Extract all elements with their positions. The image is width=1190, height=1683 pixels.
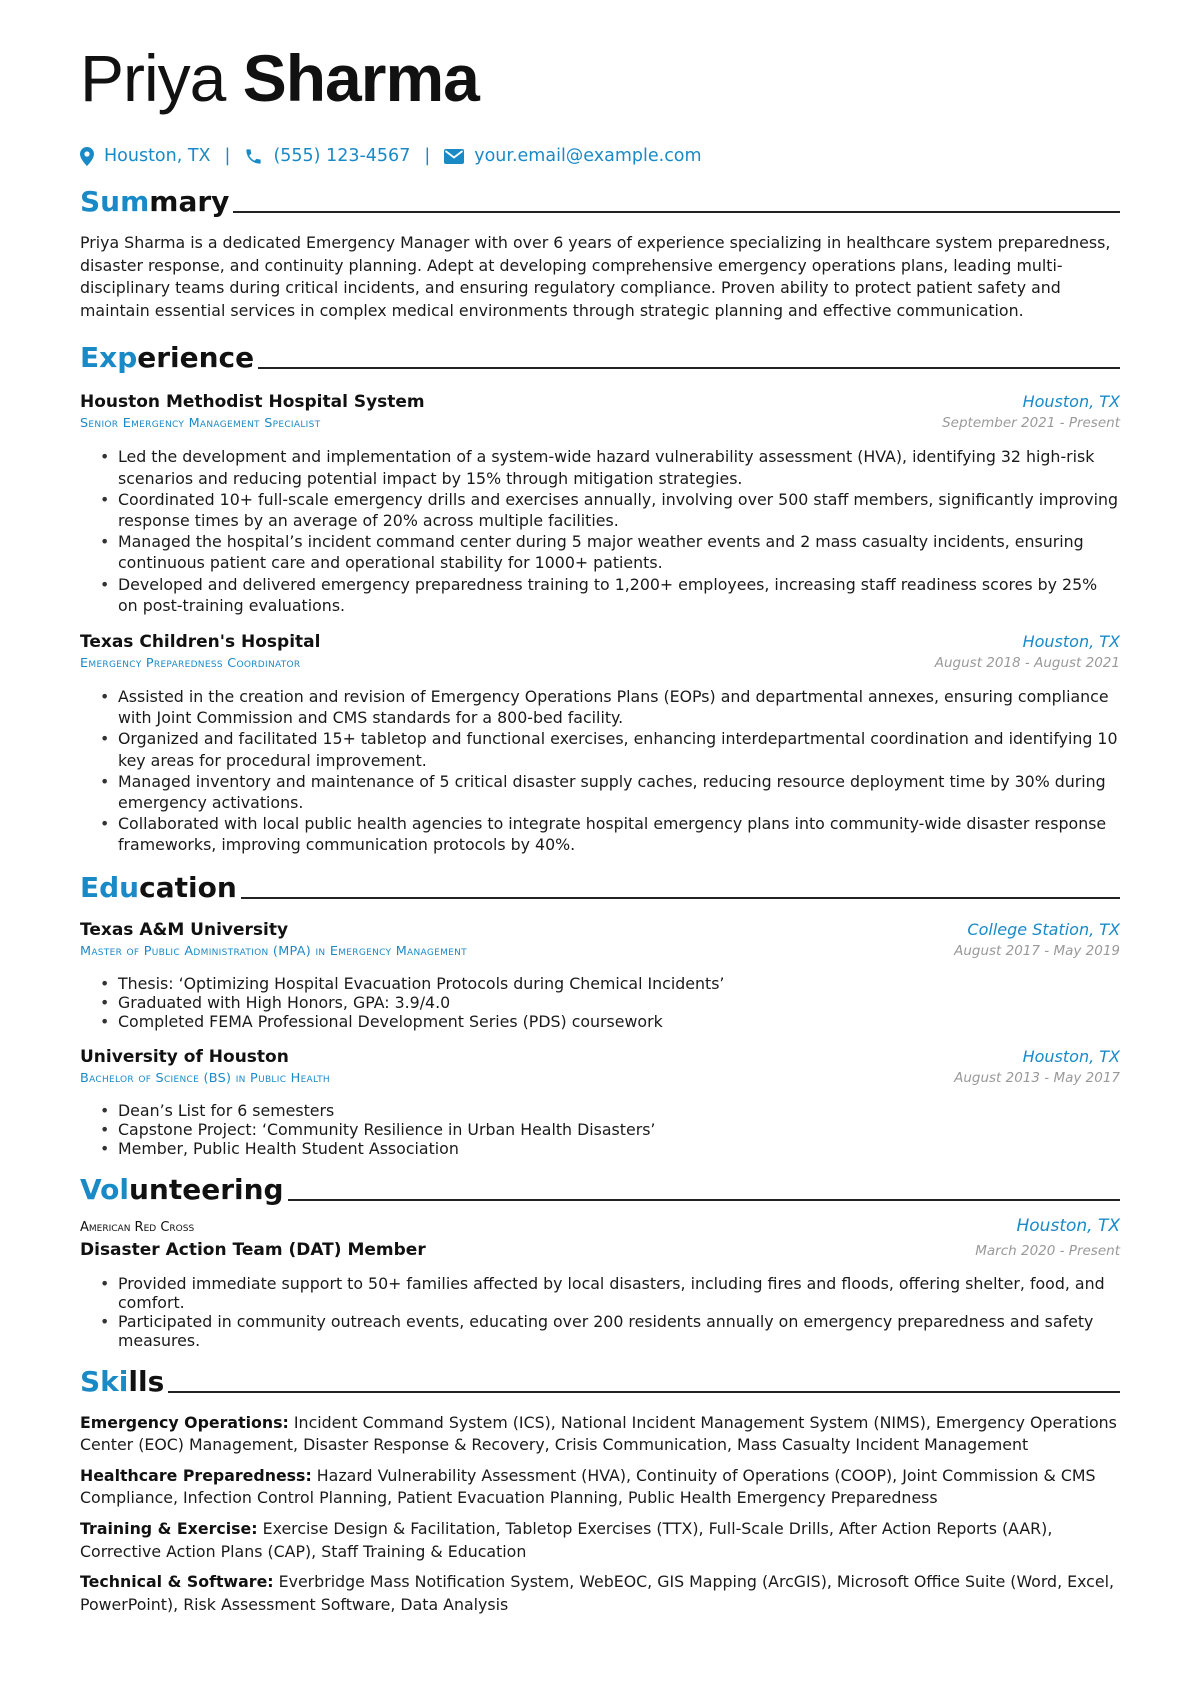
skill-group xyxy=(80,1518,1120,1563)
school-location: College Station, TX xyxy=(967,919,1120,939)
school-name: University of Houston xyxy=(80,1046,289,1067)
section-rule xyxy=(233,211,1120,213)
section-rule xyxy=(288,1199,1120,1201)
experience-entry xyxy=(80,390,1120,616)
experience-entry xyxy=(80,630,1120,856)
list-item: • Participated in community outreach events, educating over 200 residents annually on emergency preparedness and safety measures. xyxy=(118,1312,1120,1350)
job-dates: August 2018 - August 2021 xyxy=(934,655,1120,671)
volunteer-location: Houston, TX xyxy=(1016,1215,1120,1236)
bullet-list xyxy=(80,686,1120,856)
skill-group-text: Incident Command System (ICS), National Incident Management System (NIMS), Emergency Operations Center (EOC) Management, Disaster Response & Recovery, Crisis Communication, Mass Casualty Incident Management xyxy=(80,1412,1117,1455)
skills-heading xyxy=(80,1358,1120,1398)
section-title: Experience xyxy=(80,341,255,375)
skill-group xyxy=(80,1412,1120,1457)
study-dates: August 2013 - May 2017 xyxy=(954,1069,1120,1086)
job-title: Emergency Preparedness Coordinator xyxy=(80,656,301,671)
skill-group-label: Emergency Operations: xyxy=(80,1412,289,1432)
skill-group-text: Everbridge Mass Notification System, WebEOC, GIS Mapping (ArcGIS), Microsoft Office Suite (Word, Excel, PowerPoint), Risk Assessment Software, Data Analysis xyxy=(80,1572,1114,1614)
list-item: • Thesis: ‘Optimizing Hospital Evacuation Protocols during Chemical Incidents’ xyxy=(118,974,1120,993)
list-item: • Assisted in the creation and revision of Emergency Operations Plans (EOPs) and departmental annexes, ensuring compliance with Joint Commission and CMS standards for a 800-bed facility. xyxy=(118,686,1120,728)
list-item: • Graduated with High Honors, GPA: 3.9/4.0 xyxy=(118,993,1120,1012)
skill-group xyxy=(80,1571,1120,1616)
list-item: • Provided immediate support to 50+ families affected by local disasters, including fires and floods, offering shelter, food, and comfort. xyxy=(118,1274,1120,1312)
volunteer-role: Disaster Action Team (DAT) Member xyxy=(80,1239,426,1260)
list-item: • Managed inventory and maintenance of 5 critical disaster supply caches, reducing resource deployment time by 30% during emergency activations. xyxy=(118,771,1120,813)
volunteering-entry xyxy=(80,1216,1120,1350)
list-item: • Capstone Project: ‘Community Resilience in Urban Health Disasters’ xyxy=(118,1120,1120,1139)
skill-group-label: Training & Exercise: xyxy=(80,1519,258,1538)
candidate-name xyxy=(80,40,1120,116)
list-item: • Developed and delivered emergency preparedness training to 1,200+ employees, increasing staff readiness scores by 25% on post-training evaluations. xyxy=(118,574,1120,616)
employer-name: Houston Methodist Hospital System xyxy=(80,392,425,413)
email-link: your.email@example.com xyxy=(474,146,702,166)
contact-email[interactable] xyxy=(444,146,701,166)
map-pin-icon xyxy=(80,147,94,166)
bullet-list xyxy=(80,446,1120,616)
skill-group xyxy=(80,1465,1120,1510)
list-item: • Dean’s List for 6 semesters xyxy=(118,1101,1120,1120)
school-name: Texas A&M University xyxy=(80,919,289,940)
location-text: Houston, TX xyxy=(104,146,211,166)
last-name: Sharma xyxy=(242,41,479,115)
job-location: Houston, TX xyxy=(1022,632,1120,651)
summary-heading xyxy=(80,178,1120,218)
section-title: Skills xyxy=(80,1364,165,1398)
list-item: • Led the development and implementation of a system-wide hazard vulnerability assessment (HVA), identifying 32 high-risk scenarios and reducing potential impact by 15% through mitigation strategies. xyxy=(118,446,1120,488)
skill-group-text: Hazard Vulnerability Assessment (HVA), Continuity of Operations (COOP), Joint Commission & CMS Compliance, Infection Control Planning, Patient Evacuation Planning, Public Health Emergency Preparedness xyxy=(80,1465,1096,1508)
envelope-icon xyxy=(444,149,464,164)
degree-title: Bachelor of Science (BS) in Public Health xyxy=(80,1070,330,1086)
section-title: Volunteering xyxy=(80,1172,284,1206)
job-title: Senior Emergency Management Specialist xyxy=(80,416,321,432)
degree-title: Master of Public Administration (MPA) in Emergency Management xyxy=(80,943,467,959)
section-title: Education xyxy=(80,870,237,904)
job-location: Houston, TX xyxy=(1022,392,1120,412)
volunteering-heading xyxy=(80,1166,1120,1206)
education-entry xyxy=(80,918,1120,1031)
contact-location xyxy=(80,146,211,166)
organization-name: American Red Cross xyxy=(80,1219,195,1235)
list-item: • Organized and facilitated 15+ tabletop and functional exercises, enhancing interdepartmental coordination and identifying 10 key areas for procedural improvement. xyxy=(118,728,1120,770)
summary-text: Priya Sharma is a dedicated Emergency Manager with over 6 years of experience specializing in healthcare system preparedness, disaster response, and continuity planning. Adept at developing comprehensive emergency operations plans, leading multi-disciplinary teams during critical incidents, and ensuring regulatory compliance. Proven ability to protect patient safety and maintain essential services in complex medical environments through strategic planning and effective communication. xyxy=(80,233,1111,320)
bullet-list xyxy=(80,1101,1120,1158)
school-location: Houston, TX xyxy=(1022,1046,1120,1066)
volunteer-dates: March 2020 - Present xyxy=(975,1242,1120,1259)
list-item: • Collaborated with local public health agencies to integrate hospital emergency plans into community-wide disaster response frameworks, improving communication protocols by 40%. xyxy=(118,813,1120,855)
phone-text: (555) 123-4567 xyxy=(273,146,411,166)
skill-group-label: Technical & Software: xyxy=(80,1572,274,1592)
skill-group-text: Exercise Design & Facilitation, Tabletop Exercises (TTX), Full-Scale Drills, After Action Reports (AAR), Corrective Action Plans (CAP), Staff Training & Education xyxy=(80,1519,1053,1561)
list-item: • Member, Public Health Student Association xyxy=(118,1139,1120,1158)
skill-group-label: Healthcare Preparedness: xyxy=(80,1465,312,1485)
contact-separator: | xyxy=(424,146,431,166)
first-name: Priya xyxy=(80,41,226,115)
bullet-list xyxy=(80,974,1120,1031)
contact-phone[interactable] xyxy=(244,146,410,166)
study-dates: August 2017 - May 2019 xyxy=(954,942,1120,959)
list-item: • Coordinated 10+ full-scale emergency drills and exercises annually, involving over 500 staff members, significantly improving response times by an average of 20% across multiple facilities. xyxy=(118,489,1120,531)
contact-separator: | xyxy=(224,146,231,166)
list-item: • Completed FEMA Professional Development Series (PDS) coursework xyxy=(118,1012,1120,1031)
education-heading xyxy=(80,864,1120,904)
section-rule xyxy=(168,1391,1120,1393)
education-entry xyxy=(80,1045,1120,1158)
section-rule xyxy=(258,367,1120,369)
section-title: Summary xyxy=(80,185,230,218)
bullet-list xyxy=(80,1274,1120,1350)
list-item: • Managed the hospital’s incident command center during 5 major weather events and 2 mass casualty incidents, ensuring continuous patient care and operational stability for 1000+ patients. xyxy=(118,531,1120,573)
section-rule xyxy=(241,897,1120,899)
experience-heading xyxy=(80,334,1120,374)
phone-icon xyxy=(244,147,263,166)
employer-name: Texas Children's Hospital xyxy=(80,632,321,652)
job-dates: September 2021 - Present xyxy=(942,415,1120,432)
contact-line xyxy=(80,142,1120,170)
